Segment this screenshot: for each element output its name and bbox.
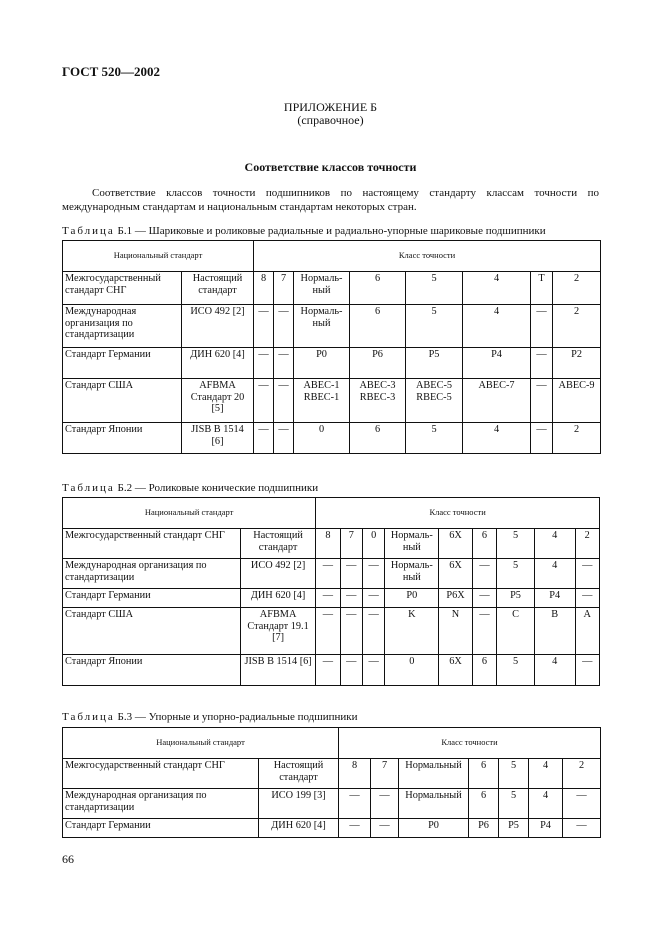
appendix-subtitle: (справочное): [297, 113, 364, 127]
class-cell: 5: [499, 789, 529, 819]
class-cell: 0: [363, 529, 385, 559]
class-cell: P5: [406, 348, 463, 379]
standard-cell: JISB B 1514 [6]: [240, 655, 315, 686]
standard-cell: ИСО 492 [2]: [182, 305, 254, 348]
class-cell: 6: [472, 655, 496, 686]
class-cell: 4: [463, 305, 531, 348]
class-cell: —: [472, 589, 496, 608]
table-word: Таблица: [62, 225, 115, 237]
class-cell: P4: [463, 348, 531, 379]
class-cell: 4: [534, 529, 575, 559]
table-row: [63, 559, 600, 589]
table-word: Таблица: [62, 711, 115, 723]
standard-cell: JISB B 1514 [6]: [182, 423, 254, 454]
class-cell: ABEC-3 RBEC-3: [350, 379, 406, 423]
class-cell: 5: [406, 423, 463, 454]
class-cell: P0: [294, 348, 350, 379]
class-cell: 5: [497, 529, 535, 559]
class-cell: —: [274, 423, 294, 454]
class-cell: N: [439, 608, 473, 655]
class-cell: Нормаль-ный: [385, 559, 439, 589]
standard-cell: AFBMA Стандарт 19.1 [7]: [240, 608, 315, 655]
class-cell: —: [254, 348, 274, 379]
class-cell: 6: [469, 759, 499, 789]
class-cell: P0: [385, 589, 439, 608]
class-cell: —: [563, 789, 601, 819]
class-cell: 0: [294, 423, 350, 454]
class-cell: —: [531, 348, 553, 379]
table-row: [63, 305, 601, 348]
class-cell: Нормальный: [399, 789, 469, 819]
table-number: Б.2: [117, 482, 133, 494]
class-cell: P6X: [439, 589, 473, 608]
class-cell: 4: [463, 272, 531, 305]
class-cell: 5: [499, 759, 529, 789]
class-cell: P5: [499, 819, 529, 838]
class-cell: P4: [529, 819, 563, 838]
class-cell: A: [575, 608, 600, 655]
standard-cell: ДИН 620 [4]: [240, 589, 315, 608]
class-cell: 7: [274, 272, 294, 305]
class-cell: 7: [371, 759, 399, 789]
class-cell: 6: [472, 529, 496, 559]
table-row: [63, 759, 601, 789]
class-cell: Нормальный: [399, 759, 469, 789]
appendix-heading: [0, 101, 661, 127]
class-cell: 4: [529, 789, 563, 819]
country-cell: Межгосударственный стандарт СНГ: [63, 759, 259, 789]
class-cell: —: [316, 559, 340, 589]
standard-cell: ИСО 492 [2]: [240, 559, 315, 589]
country-cell: Стандарт США: [63, 379, 182, 423]
class-cell: —: [254, 423, 274, 454]
class-cell: 7: [340, 529, 362, 559]
class-cell: —: [316, 589, 340, 608]
class-cell: 5: [406, 305, 463, 348]
country-cell: Стандарт Германии: [63, 819, 259, 838]
table-caption-text: — Шариковые и роликовые радиальные и радиально-упорные шариковые подшипники: [132, 225, 546, 237]
table-row: [63, 423, 601, 454]
table-row: [63, 379, 601, 423]
table-row: [63, 529, 600, 559]
intro-paragraph: Соответствие классов точности подшипников по настоящему стандарту классам точности по международным стандартам и национальным стандартам некоторых стран.: [62, 187, 599, 213]
class-cell: —: [340, 655, 362, 686]
class-cell: —: [531, 379, 553, 423]
class-cell: 8: [316, 529, 340, 559]
class-cell: —: [339, 789, 371, 819]
class-cell: —: [575, 655, 600, 686]
class-cell: 6: [350, 423, 406, 454]
class-cell: P4: [534, 589, 575, 608]
standard-cell: AFBMA Стандарт 20 [5]: [182, 379, 254, 423]
class-cell: —: [254, 379, 274, 423]
class-cell: 6: [350, 305, 406, 348]
class-cell: —: [575, 559, 600, 589]
class-cell: 2: [553, 423, 601, 454]
class-cell: —: [472, 608, 496, 655]
table-caption-b2: [62, 482, 318, 494]
table-number: Б.1: [117, 225, 133, 237]
standard-cell: Настоящий стандарт: [259, 759, 339, 789]
class-cell: Нормаль-ный: [294, 305, 350, 348]
table-b1: [62, 240, 601, 454]
section-title: Соответствие классов точности: [244, 160, 417, 174]
class-cell: —: [531, 423, 553, 454]
table-row: [63, 819, 601, 838]
class-cell: P6: [469, 819, 499, 838]
class-cell: —: [316, 655, 340, 686]
page-number: 66: [62, 852, 74, 866]
class-cell: 8: [339, 759, 371, 789]
country-cell: Стандарт Германии: [63, 348, 182, 379]
table-row: [63, 655, 600, 686]
class-cell: 2: [553, 272, 601, 305]
standard-cell: ДИН 620 [4]: [182, 348, 254, 379]
class-cell: P6: [350, 348, 406, 379]
table-head-national: Национальный стандарт: [63, 498, 316, 529]
class-cell: —: [363, 559, 385, 589]
class-cell: —: [340, 589, 362, 608]
class-cell: ABEC-9: [553, 379, 601, 423]
table-caption-b3: [62, 711, 358, 723]
class-cell: Нормаль-ный: [385, 529, 439, 559]
table-row: [63, 589, 600, 608]
class-cell: —: [363, 608, 385, 655]
class-cell: —: [274, 348, 294, 379]
country-cell: Межгосударственный стандарт СНГ: [63, 272, 182, 305]
class-cell: —: [563, 819, 601, 838]
class-cell: —: [363, 589, 385, 608]
class-cell: 5: [497, 559, 535, 589]
class-cell: ABEC-5 RBEC-5: [406, 379, 463, 423]
appendix-title: ПРИЛОЖЕНИЕ Б: [283, 100, 378, 114]
class-cell: 4: [463, 423, 531, 454]
table-head-national: Национальный стандарт: [63, 241, 254, 272]
class-cell: —: [363, 655, 385, 686]
standard-cell: Настоящий стандарт: [240, 529, 315, 559]
class-cell: P2: [553, 348, 601, 379]
table-b3: [62, 727, 601, 838]
class-cell: C: [497, 608, 535, 655]
country-cell: Международная организация по стандартизации: [63, 559, 241, 589]
table-caption-b1: [62, 225, 546, 237]
class-cell: 4: [534, 655, 575, 686]
class-cell: P5: [497, 589, 535, 608]
class-cell: —: [371, 789, 399, 819]
table-head-class: Класс точности: [254, 241, 601, 272]
class-cell: P0: [399, 819, 469, 838]
class-cell: Нормаль-ный: [294, 272, 350, 305]
class-cell: K: [385, 608, 439, 655]
class-cell: 8: [254, 272, 274, 305]
class-cell: 5: [497, 655, 535, 686]
country-cell: Международная организация по стандартизации: [63, 305, 182, 348]
class-cell: B: [534, 608, 575, 655]
class-cell: 4: [534, 559, 575, 589]
class-cell: —: [274, 305, 294, 348]
table-row: [63, 789, 601, 819]
country-cell: Стандарт Германии: [63, 589, 241, 608]
class-cell: 5: [406, 272, 463, 305]
standard-cell: ИСО 199 [3]: [259, 789, 339, 819]
table-word: Таблица: [62, 482, 115, 494]
class-cell: —: [316, 608, 340, 655]
table-head-class: Класс точности: [339, 728, 601, 759]
table-caption-text: — Роликовые конические подшипники: [132, 482, 319, 494]
class-cell: 0: [385, 655, 439, 686]
country-cell: Межгосударственный стандарт СНГ: [63, 529, 241, 559]
class-cell: 6X: [439, 655, 473, 686]
table-number: Б.3: [117, 711, 133, 723]
class-cell: —: [575, 589, 600, 608]
document-header: ГОСТ 520—2002: [62, 64, 161, 79]
table-row: [63, 272, 601, 305]
class-cell: —: [531, 305, 553, 348]
class-cell: 2: [575, 529, 600, 559]
class-cell: ABEC-1 RBEC-1: [294, 379, 350, 423]
country-cell: Международная организация по стандартизации: [63, 789, 259, 819]
class-cell: —: [340, 559, 362, 589]
table-head-national: Национальный стандарт: [63, 728, 339, 759]
class-cell: 6X: [439, 529, 473, 559]
country-cell: Стандарт Японии: [63, 655, 241, 686]
class-cell: 6: [350, 272, 406, 305]
class-cell: —: [371, 819, 399, 838]
standard-cell: ДИН 620 [4]: [259, 819, 339, 838]
country-cell: Стандарт США: [63, 608, 241, 655]
class-cell: —: [339, 819, 371, 838]
table-b2: [62, 497, 600, 686]
class-cell: —: [472, 559, 496, 589]
class-cell: 4: [529, 759, 563, 789]
class-cell: ABEC-7: [463, 379, 531, 423]
table-head-class: Класс точности: [316, 498, 600, 529]
standard-cell: Настоящий стандарт: [182, 272, 254, 305]
class-cell: Т: [531, 272, 553, 305]
country-cell: Стандарт Японии: [63, 423, 182, 454]
class-cell: —: [254, 305, 274, 348]
class-cell: —: [274, 379, 294, 423]
class-cell: —: [340, 608, 362, 655]
table-row: [63, 348, 601, 379]
class-cell: 2: [563, 759, 601, 789]
class-cell: 6: [469, 789, 499, 819]
class-cell: 2: [553, 305, 601, 348]
table-caption-text: — Упорные и упорно-радиальные подшипники: [132, 711, 358, 723]
table-row: [63, 608, 600, 655]
class-cell: 6X: [439, 559, 473, 589]
